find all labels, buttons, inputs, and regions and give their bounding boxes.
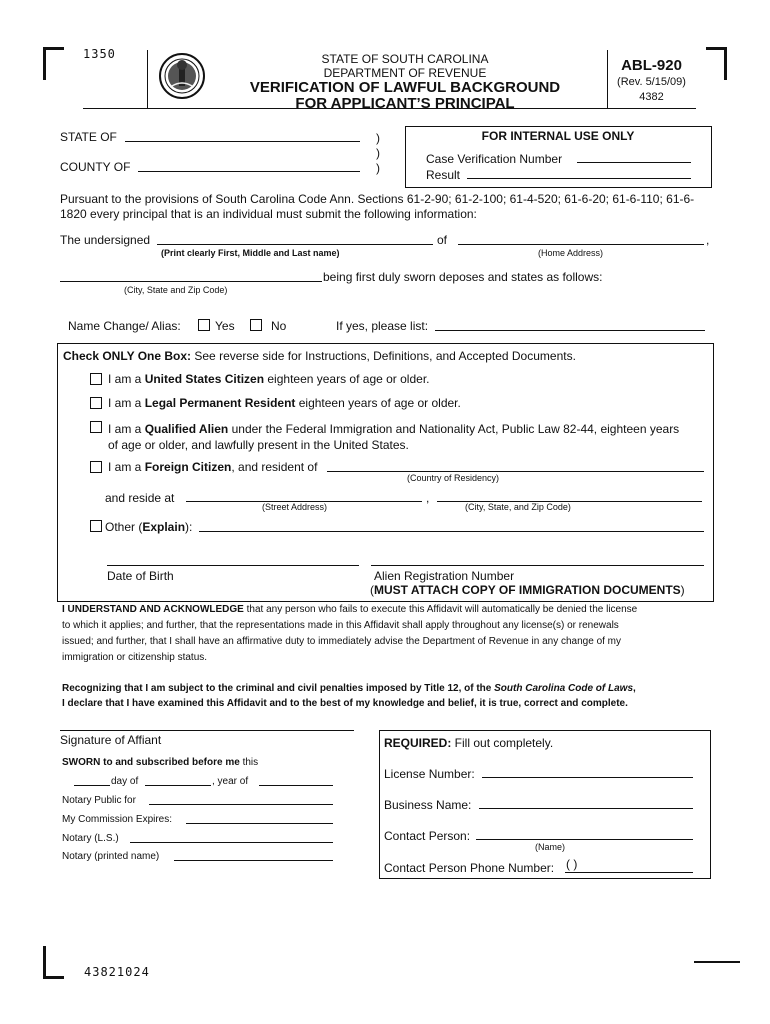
sworn-line <box>62 757 258 768</box>
us-citizen-checkbox[interactable] <box>90 373 102 385</box>
contact-person-label: Contact Person: <box>384 829 471 843</box>
required-header <box>384 736 553 750</box>
recognize-italic: South Carolina Code of Laws <box>494 683 634 694</box>
permanent-resident-checkbox[interactable] <box>90 397 102 409</box>
header-state: STATE OF SOUTH CAROLINA <box>321 52 489 66</box>
home-address-hint: (Home Address) <box>538 248 604 258</box>
country-hint: (Country of Residency) <box>407 473 500 483</box>
footer-code: 43821024 <box>84 965 150 979</box>
result-field[interactable] <box>467 178 691 179</box>
check-one-rest: See reverse side for Instructions, Definitions, and Accepted Documents. <box>191 349 576 363</box>
license-number-label: License Number: <box>384 767 475 781</box>
county-of-field[interactable] <box>138 171 360 172</box>
undersigned-name-field[interactable] <box>157 244 433 245</box>
home-address-field[interactable] <box>458 244 704 245</box>
date-of-birth-label: Date of Birth <box>107 569 174 583</box>
header-left-rule <box>147 50 148 108</box>
reside-comma: , <box>426 491 430 505</box>
day-of-label: day of <box>111 776 139 787</box>
ack-line-4: immigration or citizenship status. <box>62 652 208 663</box>
print-name-hint: (Print clearly First, Middle and Last name) <box>161 248 340 258</box>
signature-label: Signature of Affiant <box>60 733 162 747</box>
must-pre: ( <box>370 583 374 597</box>
venue-paren-1: ) <box>376 131 380 145</box>
foreign-citizen-checkbox[interactable] <box>90 461 102 473</box>
lpr-bold: Legal Permanent Resident <box>144 396 296 410</box>
contact-phone-parens: ( ) <box>566 857 578 871</box>
fc-bold: Foreign Citizen <box>144 460 232 474</box>
alias-yes-label: Yes <box>215 319 235 333</box>
country-of-residency-field[interactable] <box>327 471 704 472</box>
other-post: ): <box>185 520 193 534</box>
crop-mark-top-right <box>706 47 727 80</box>
must-bold: MUST ATTACH COPY OF IMMIGRATION DOCUMENTS <box>374 583 681 597</box>
foreign-city-hint: (City, State, and Zip Code) <box>465 502 571 512</box>
street-address-hint: (Street Address) <box>262 502 328 512</box>
other-bold: Explain <box>142 520 186 534</box>
business-name-field[interactable] <box>479 808 693 809</box>
alien-registration-label: Alien Registration Number <box>374 569 515 583</box>
county-of-label: COUNTY OF <box>60 160 131 174</box>
recognize-pre: Recognizing that I am subject to the criminal and civil penalties imposed by Title 12, of the <box>62 683 495 694</box>
notary-ls-field[interactable] <box>130 842 333 843</box>
check-one-instruction <box>63 349 576 363</box>
form-code: 1350 <box>83 47 116 61</box>
header-divider <box>83 108 608 109</box>
sworn-statement: being first duly sworn deposes and states as follows: <box>323 270 603 284</box>
check-one-lead: Check ONLY One Box: <box>63 349 192 363</box>
form-number: 4382 <box>639 91 664 103</box>
undersigned-label: The undersigned <box>60 233 151 247</box>
required-rest: Fill out completely. <box>451 736 554 750</box>
year-of-label: , year of <box>212 776 249 787</box>
notary-public-label: Notary Public for <box>62 795 136 806</box>
venue-paren-2: ) <box>376 146 380 160</box>
other-option <box>105 520 192 534</box>
qualified-alien-option <box>108 422 679 436</box>
lpr-pre: I am a <box>108 396 145 410</box>
if-yes-label: If yes, please list: <box>336 319 429 333</box>
qa-post-1: under the Federal Immigration and Nationality Act, Public Law 82-44, eighteen years <box>228 422 680 436</box>
qualified-alien-option-line-2: of age or older, and lawfully present in the United States. <box>108 438 409 452</box>
pursuant-paragraph: Pursuant to the provisions of South Carolina Code Ann. Sections 61-2-90; 61-2-100; 61-4-520; 61-6-20; 61-6-110; 61-6-1820 every principal that is an individual must submit the following information: <box>60 192 695 221</box>
comma: , <box>706 233 710 247</box>
form-id: ABL-920 <box>621 57 682 74</box>
contact-phone-label: Contact Person Phone Number: <box>384 861 555 875</box>
state-of-field[interactable] <box>125 141 360 142</box>
recognize-post: , <box>633 683 636 694</box>
day-field[interactable] <box>74 785 110 786</box>
internal-use-title: FOR INTERNAL USE ONLY <box>481 129 635 143</box>
alias-no-label: No <box>271 319 287 333</box>
us-citizen-post: eighteen years of age or older. <box>264 372 430 386</box>
permanent-resident-option <box>108 396 461 410</box>
crop-mark-bottom-right <box>694 961 740 963</box>
qa-bold: Qualified Alien <box>144 422 229 436</box>
qualified-alien-checkbox[interactable] <box>90 421 102 433</box>
other-explain-field[interactable] <box>199 531 704 532</box>
year-field[interactable] <box>259 785 333 786</box>
date-of-birth-field[interactable] <box>107 565 359 566</box>
must-attach-note <box>370 583 685 597</box>
sworn-bold: SWORN to and subscribed before me <box>62 757 240 768</box>
alias-list-field[interactable] <box>435 330 705 331</box>
lpr-post: eighteen years of age or older. <box>295 396 461 410</box>
alias-no-checkbox[interactable] <box>250 319 262 331</box>
header-title-line-2: FOR APPLICANT’S PRINCIPAL <box>295 95 515 112</box>
contact-phone-field[interactable] <box>565 872 693 873</box>
commission-expires-label: My Commission Expires: <box>62 814 173 825</box>
alien-registration-field[interactable] <box>371 565 704 566</box>
qa-pre: I am a <box>108 422 145 436</box>
recognize-line-1 <box>62 681 636 696</box>
ack-line-1 <box>62 602 637 618</box>
venue-paren-3: ) <box>376 161 380 175</box>
month-field[interactable] <box>145 785 211 786</box>
case-verification-label: Case Verification Number <box>426 152 563 166</box>
notary-printed-label: Notary (printed name) <box>62 851 160 862</box>
must-post: ) <box>680 583 685 597</box>
ack-lead: I UNDERSTAND AND ACKNOWLEDGE <box>62 604 244 615</box>
notary-ls-label: Notary (L.S.) <box>62 833 119 844</box>
signature-field[interactable] <box>60 730 354 731</box>
header-title-line-1: VERIFICATION OF LAWFUL BACKGROUND <box>249 79 561 96</box>
ack-line-2: to which it applies; and further, that the representations made in this Affidavit shall apply throughout any license(s) or renewals <box>62 620 619 631</box>
sworn-post: this <box>239 757 259 768</box>
of-label: of <box>437 233 448 247</box>
fc-pre: I am a <box>108 460 145 474</box>
contact-name-hint: (Name) <box>535 842 566 852</box>
result-label: Result <box>426 168 461 182</box>
crop-mark-bottom-left <box>43 946 64 979</box>
city-state-zip-field[interactable] <box>60 281 322 282</box>
fc-post: , and resident of <box>231 460 318 474</box>
business-name-label: Business Name: <box>384 798 472 812</box>
state-seal-logo <box>158 52 206 100</box>
us-citizen-option <box>108 372 430 386</box>
form-revision: (Rev. 5/15/09) <box>617 76 686 88</box>
recognize-line-2: I declare that I have examined this Affidavit and to the best of my knowledge and belief, it is true, correct and complete. <box>62 698 628 709</box>
city-state-zip-hint: (City, State and Zip Code) <box>124 285 228 295</box>
name-change-label: Name Change/ Alias: <box>68 319 181 333</box>
case-verification-field[interactable] <box>577 162 691 163</box>
commission-expires-field[interactable] <box>186 823 333 824</box>
alias-yes-checkbox[interactable] <box>198 319 210 331</box>
reside-at-label: and reside at <box>105 491 175 505</box>
other-pre: Other ( <box>105 520 143 534</box>
required-lead: REQUIRED: <box>384 736 452 750</box>
contact-person-field[interactable] <box>476 839 693 840</box>
license-number-field[interactable] <box>482 777 693 778</box>
header-department: DEPARTMENT OF REVENUE <box>323 66 487 80</box>
us-citizen-pre: I am a <box>108 372 145 386</box>
us-citizen-bold: United States Citizen <box>144 372 265 386</box>
notary-printed-field[interactable] <box>174 860 333 861</box>
foreign-citizen-option <box>108 460 317 474</box>
ack-l1: that any person who fails to execute this Affidavit will automatically be denied the license <box>243 604 638 615</box>
state-of-label: STATE OF <box>60 130 117 144</box>
notary-public-field[interactable] <box>149 804 333 805</box>
crop-mark-top-left <box>43 47 64 80</box>
other-checkbox[interactable] <box>90 520 102 532</box>
ack-line-3: issued; and further, that I shall have an affirmative duty to immediately advise the Department of Revenue in any change of my <box>62 636 622 647</box>
